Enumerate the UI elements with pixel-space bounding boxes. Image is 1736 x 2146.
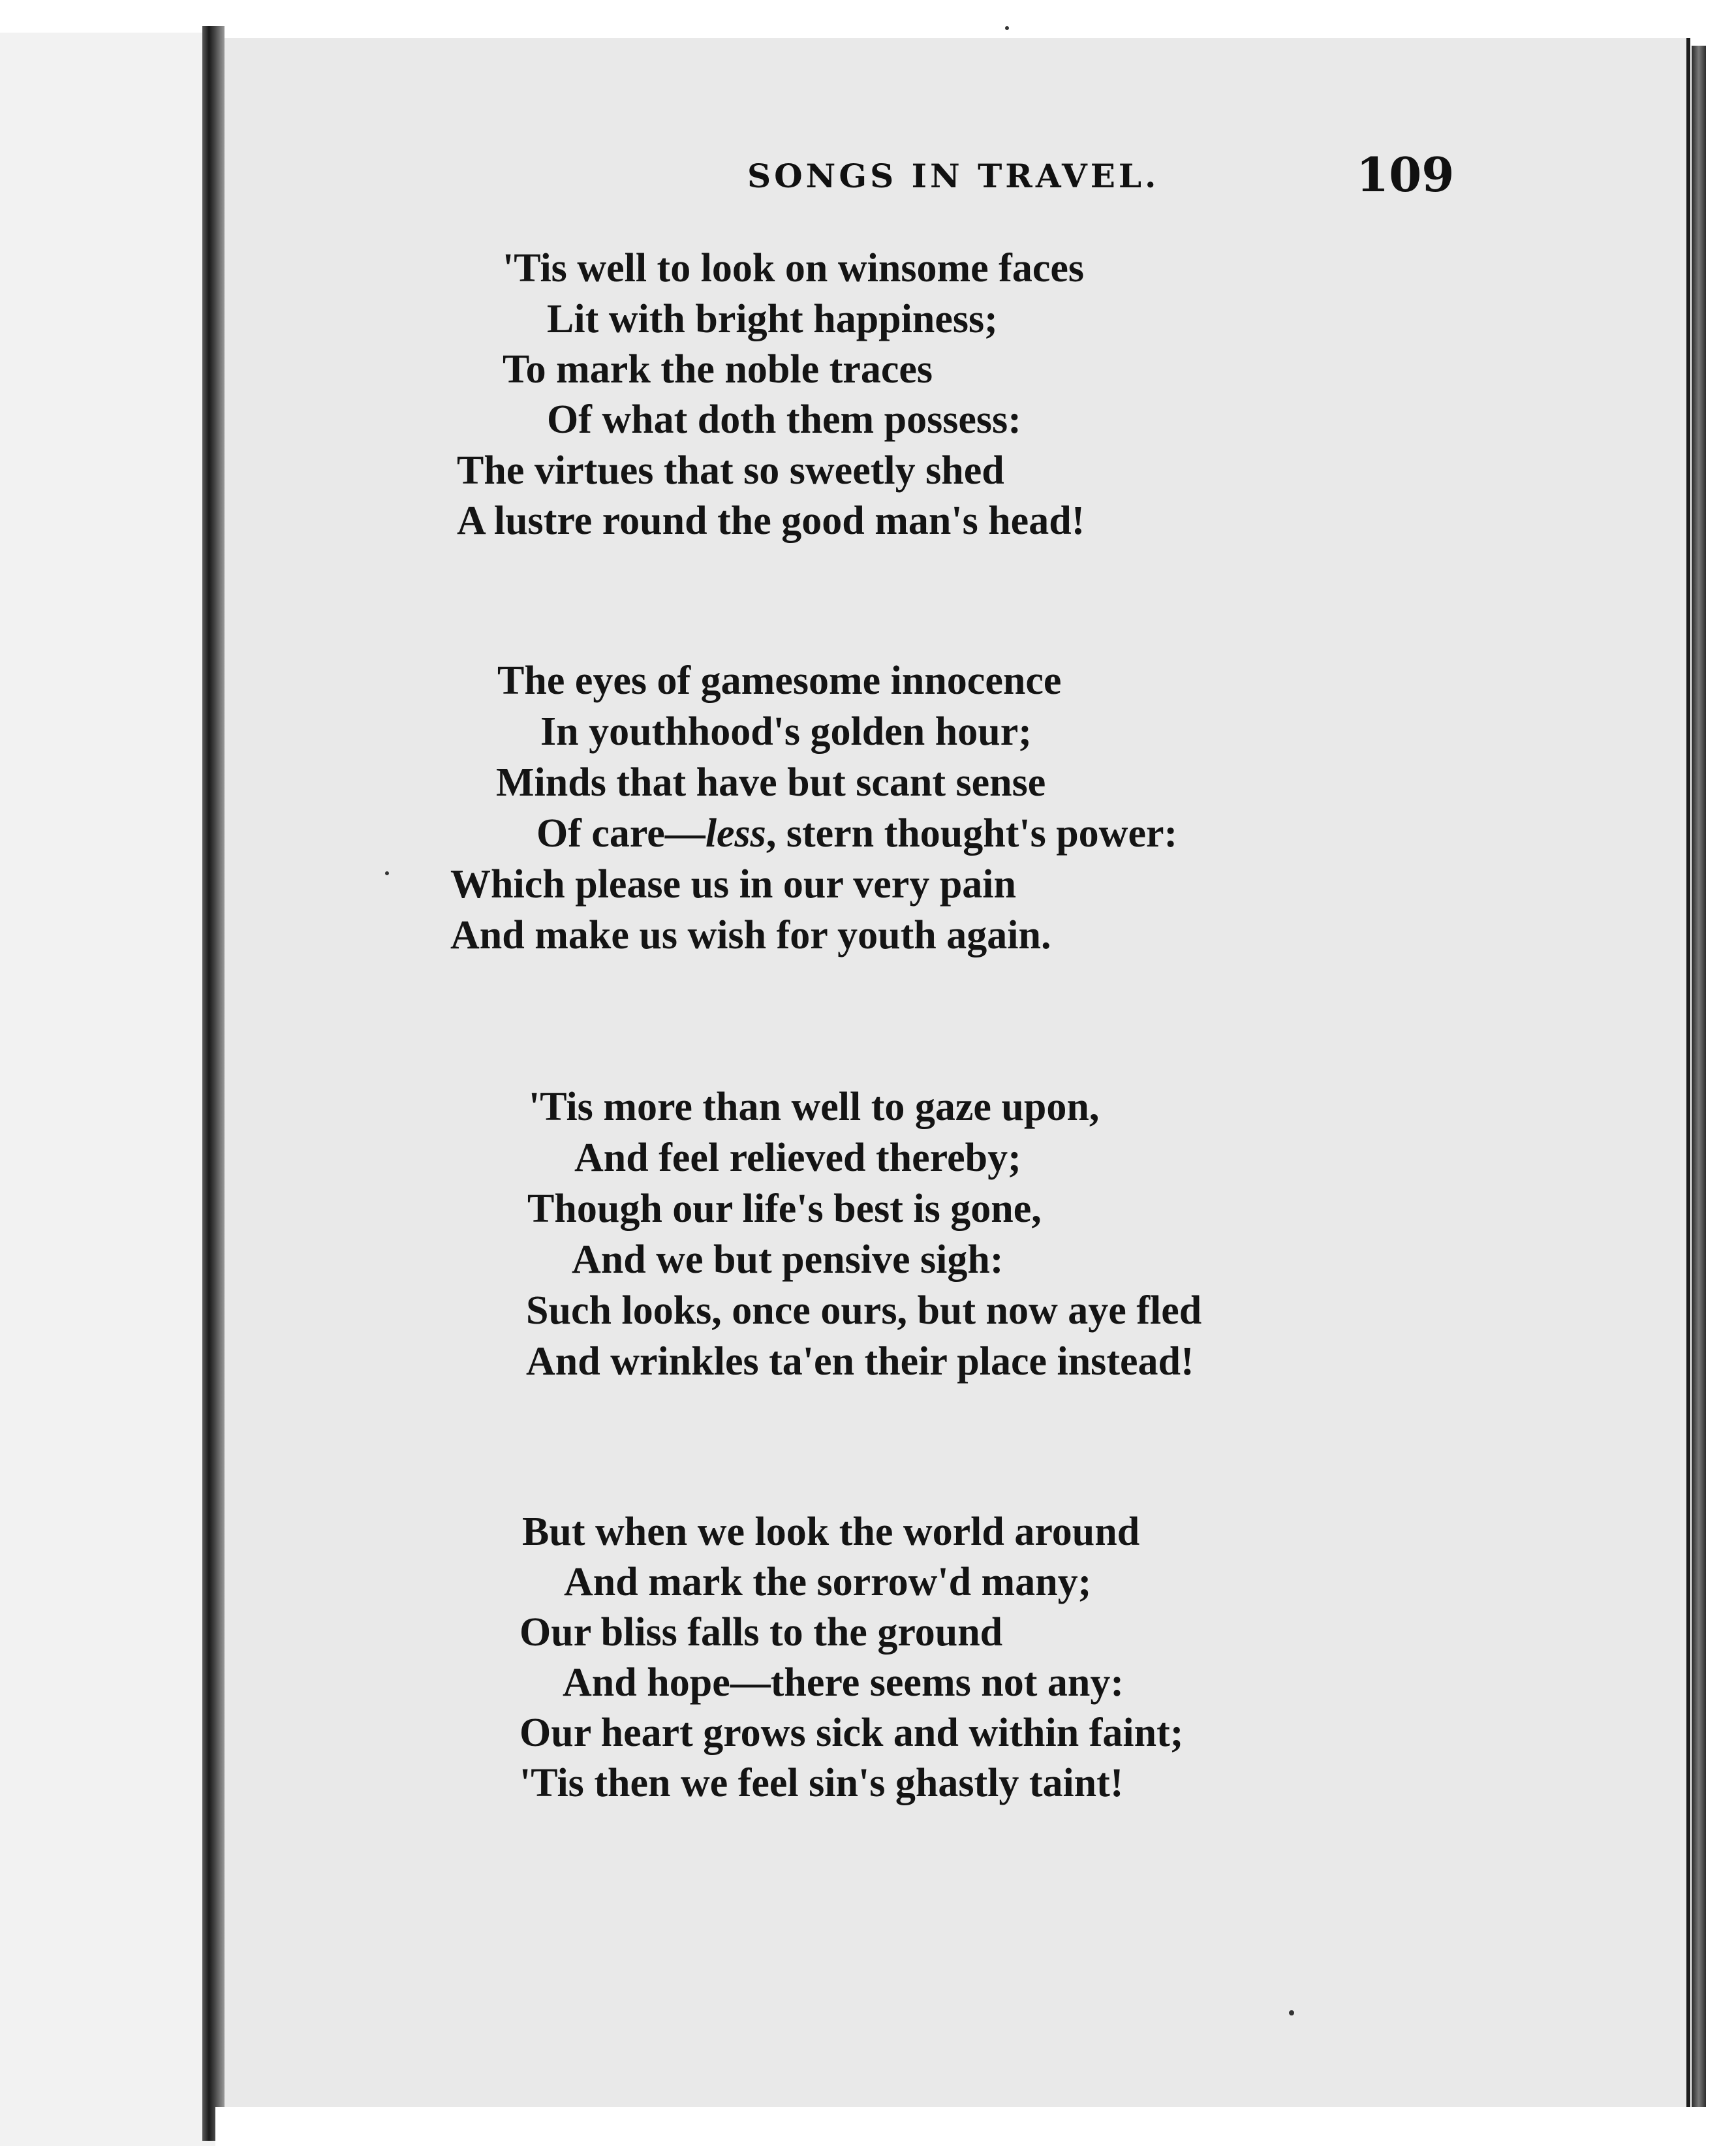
poem-line: Which please us in our very pain	[450, 862, 1017, 907]
ink-speck	[385, 871, 389, 875]
poem-line: And feel relieved thereby;	[574, 1136, 1021, 1180]
poem-line: And we but pensive sigh:	[572, 1237, 1004, 1282]
ink-speck	[1005, 26, 1009, 30]
poem-line: And wrinkles ta'en their place instead!	[526, 1339, 1194, 1384]
poem-line: Though our life's best is gone,	[527, 1187, 1042, 1231]
ink-speck	[1289, 2010, 1294, 2015]
book-gutter	[202, 26, 225, 2141]
poem-line: To mark the noble traces	[503, 347, 933, 392]
facing-page-edge	[0, 33, 215, 2146]
poem-line: The eyes of gamesome innocence	[497, 659, 1062, 703]
poem-line: 'Tis well to look on winsome faces	[503, 246, 1084, 290]
poem-line: Our bliss falls to the ground	[519, 1610, 1003, 1655]
poem-line: A lustre round the good man's head!	[457, 499, 1085, 543]
poem-line: Of what doth them possess:	[547, 397, 1021, 442]
poem-line: Our heart grows sick and within faint;	[519, 1711, 1184, 1755]
poem-line: 'Tis more than well to gaze upon,	[529, 1085, 1100, 1129]
poem-line: Minds that have but scant sense	[496, 760, 1046, 805]
poem-line: The virtues that so sweetly shed	[457, 448, 1004, 493]
poem-line: And hope—there seems not any:	[563, 1660, 1124, 1705]
page-number: 109	[1356, 147, 1455, 202]
poem-line: 'Tis then we feel sin's ghastly taint!	[519, 1761, 1124, 1805]
poem-line: In youthhood's golden hour;	[540, 709, 1032, 754]
bottom-margin	[215, 2107, 1710, 2146]
poem-line: Of care—less, stern thought's power:	[536, 811, 1178, 856]
page-edge-shadow	[1692, 46, 1706, 2108]
poem-line: Such looks, once ours, but now aye fled	[526, 1288, 1202, 1333]
poem-line: But when we look the world around	[522, 1510, 1140, 1554]
poem-line: And make us wish for youth again.	[450, 913, 1051, 957]
poem-line: And mark the sorrow'd many;	[564, 1560, 1092, 1604]
running-title: SONGS IN TRAVEL.	[747, 157, 1160, 195]
poem-line: Lit with bright happiness;	[547, 297, 998, 341]
